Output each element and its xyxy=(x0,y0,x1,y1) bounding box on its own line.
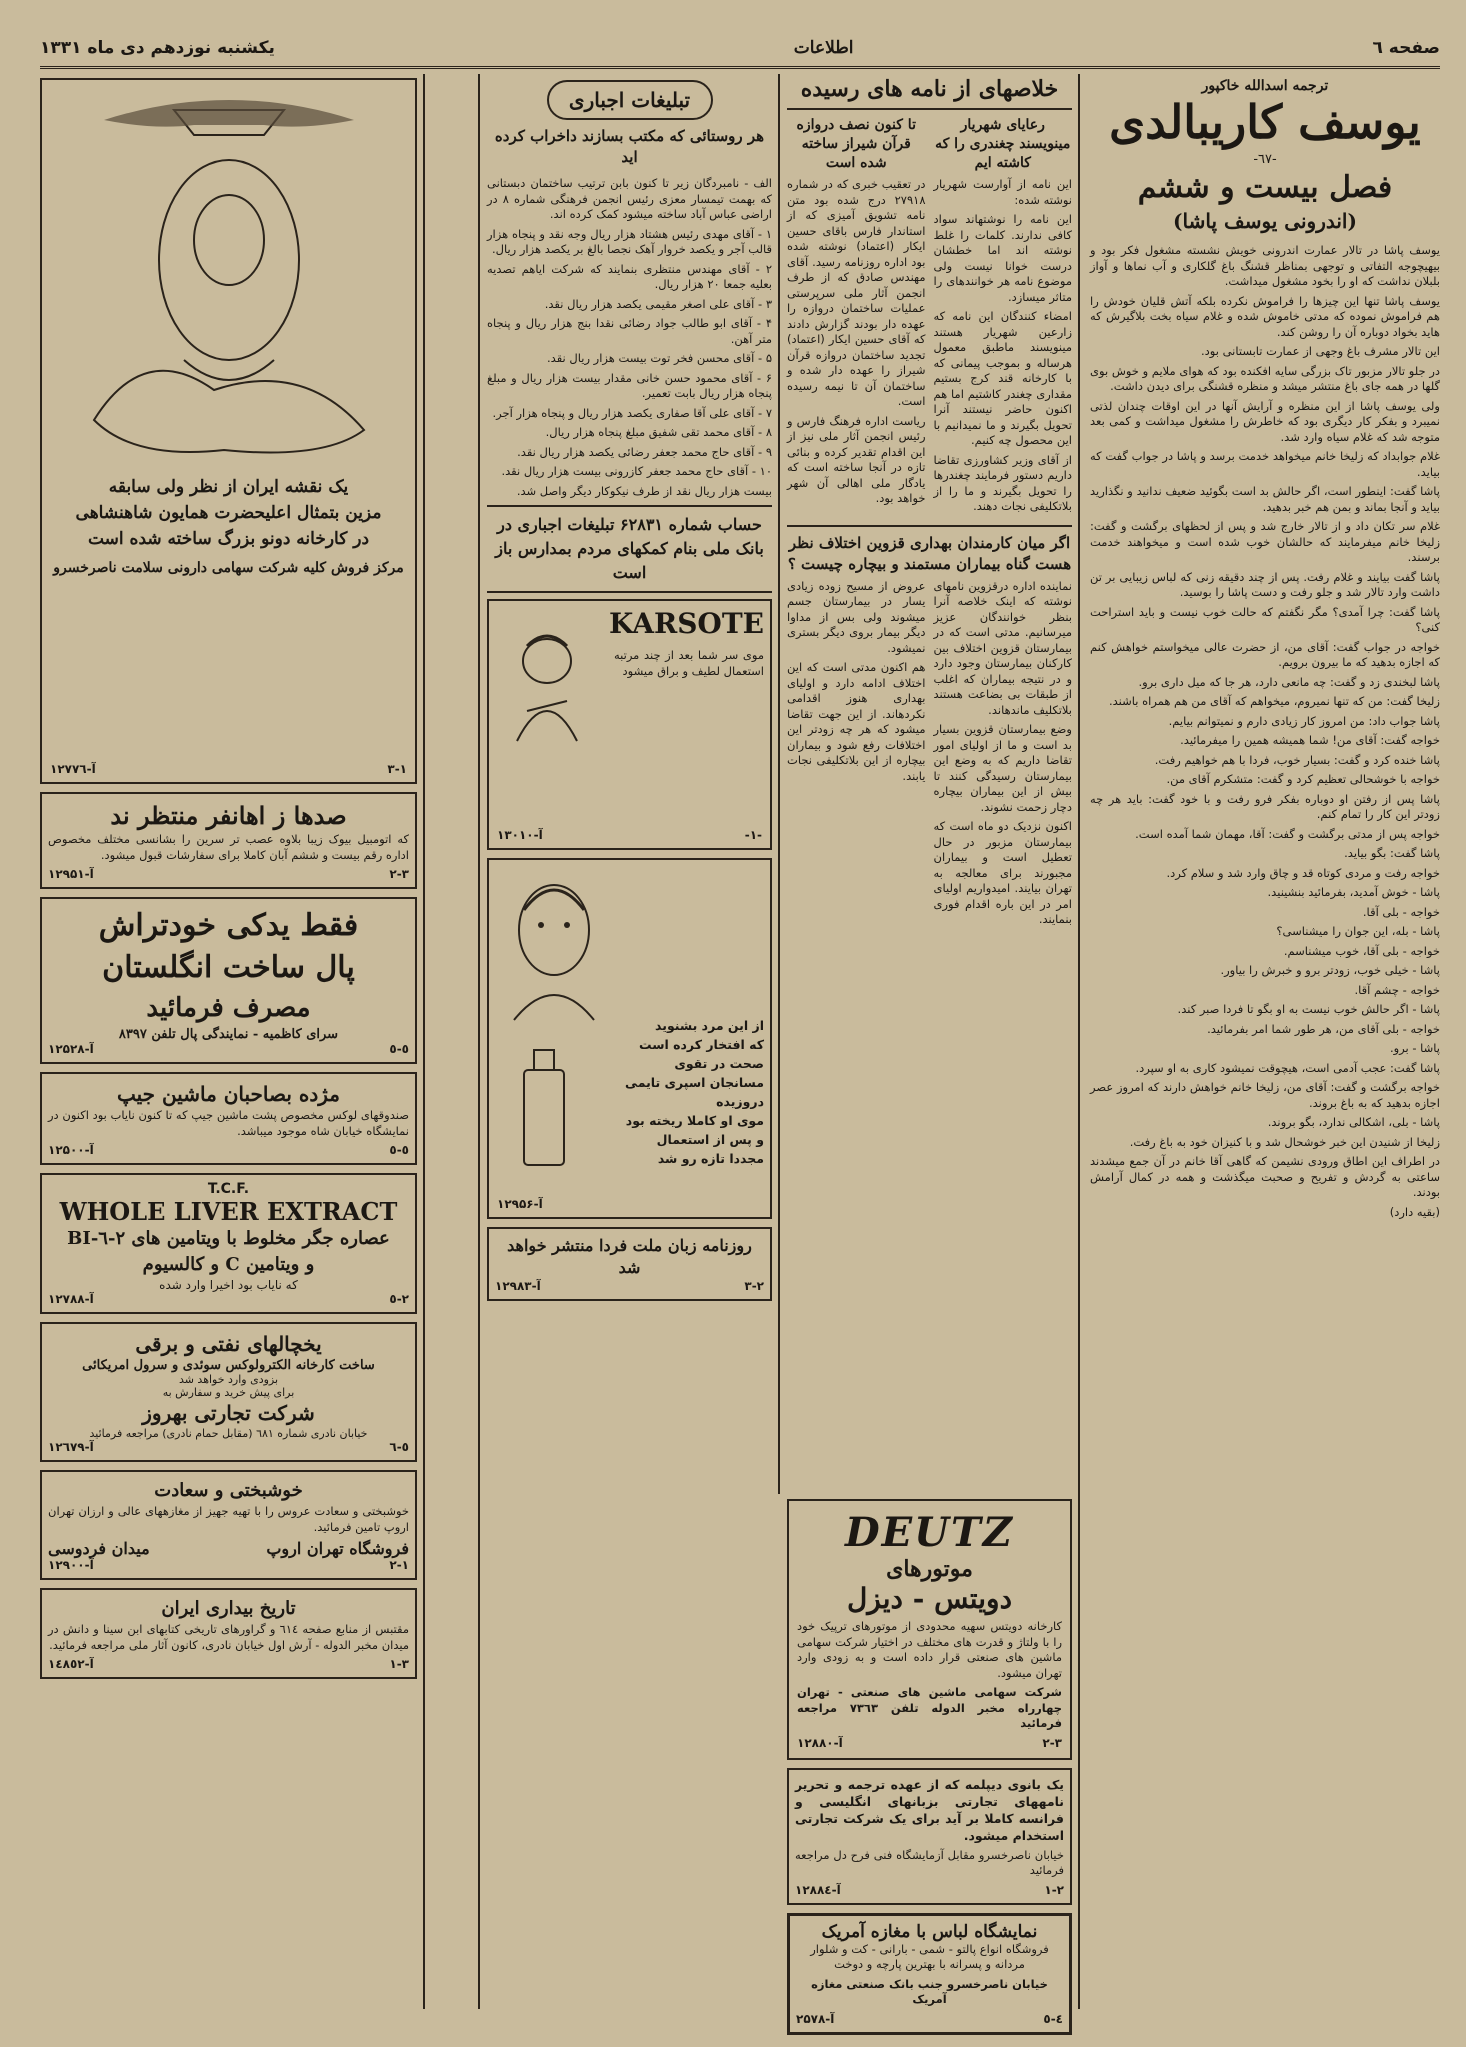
fridge-line3: برای پیش خرید و سفارش به xyxy=(162,1386,295,1399)
novel-paragraph: پاشا گفت: بگو بیاید. xyxy=(1344,846,1440,860)
history-ad xyxy=(40,1588,417,1679)
fridge-code: آ-۱۲٦۷۹ xyxy=(48,1440,94,1454)
ad-code: آ-۱۲٦۷۹ ٥-٦ xyxy=(48,1440,409,1454)
deutz-line2: دویتس - دیزل xyxy=(846,1582,1013,1615)
letters-title: خلاصهای از نامه های رسیده xyxy=(787,74,1072,110)
hair-tonic-line: از این مرد بشنوید xyxy=(655,1018,764,1033)
hair-tonic-line: مسانجان اسپری تایمی دروزیده xyxy=(625,1075,764,1109)
history-code: آ-۱٤٨٥٢ xyxy=(48,1657,94,1671)
divider xyxy=(487,505,772,507)
hair-tonic-line: مجددا تازه رو شد xyxy=(657,1151,764,1166)
wedding-store1: فروشگاه تهران اروپ xyxy=(266,1539,409,1558)
jeep-title: مژده بصاحبان ماشین جیپ xyxy=(116,1082,341,1106)
novel-paragraph: خواجه رفت و مردی کوتاه قد و چاق وارد شد و سلام کرد. xyxy=(1166,865,1440,880)
wedding-code: آ-۱۲۹۰۰ xyxy=(48,1558,94,1572)
novel-paragraph: زلیخا از شنیدن این خبر خوشحال شد و با کنیزان خود به باغ رفت. xyxy=(1129,1134,1440,1149)
donor-item: ۴ - آقای ابو طالب جواد رضائی نقدا بنج هزار ریال و پنجاه متر آهن. xyxy=(487,316,772,346)
fridge-line2: بزودی وارد خواهد شد xyxy=(178,1373,279,1386)
novel-paragraph: خواجه پس از مدتی برگشت و گفت: آقا، مهمان شما آمده است. xyxy=(1135,826,1440,841)
bottle-icon xyxy=(519,1050,569,1170)
donor-item: ۱ - آقای مهدی رئیس هشتاد هزار ریال وجه نقد و پنجاه هزار قالب آجر و یکصد خروار آهک نجصا بالغ بر یکصد هزار ریال. xyxy=(487,226,772,256)
map-ad-line: در کارخانه دونو بزرگ ساخته شده است xyxy=(87,529,370,549)
ad-code: آ-۱۲۷۷٦ ١-٣ xyxy=(50,762,407,776)
ad-code: آ-۱۲۹۵۱ ٣-٢ xyxy=(48,867,409,881)
hair-tonic-line: که افتخار کرده است xyxy=(638,1037,764,1052)
letters-right-body xyxy=(934,177,1073,515)
america-title: نمایشگاه لباس با مغازه آمریک xyxy=(821,1921,1038,1942)
jeep-text: صندوقهای لوکس مخصوص پشت ماشین جیپ که تا کنون نایاب بود اکنون در نمایشگاه خیابان شاه موجود میباشد. xyxy=(48,1108,409,1138)
ad-code: آ-۱۳۰۱۰ -١- xyxy=(497,828,762,842)
donor-item: ۹ - آقای حاج محمد جعفر رضائی یکصد هزار ریال نقد. xyxy=(517,444,772,459)
wedding-store2: میدان فردوسی xyxy=(48,1539,150,1558)
ad-code: آ-۱۲۵۲۸ ٥-٥ xyxy=(48,1042,409,1056)
hanover-title: صدها ز اهانفر منتظر ند xyxy=(110,801,347,830)
history-text: مقتبس از منابع صفحه ٦۱٤ و گراورهای تاریخی کتابهای ابن سینا و دانش در میدان مخبر الدوله - آرش اول خیابان نادری، کانون آثار ملی مراجعه فرمائید. xyxy=(48,1622,409,1652)
fridge-ad xyxy=(40,1322,417,1462)
mandatory-ads-title: تبلیغات اجباری xyxy=(568,88,691,112)
translation-code: آ-۱۲۸٨٤ xyxy=(795,1882,841,1897)
iran-map-ad xyxy=(40,78,417,784)
newspaper-page xyxy=(40,30,1440,2026)
liver-code: آ-۱۲۷۸۸ xyxy=(48,1292,94,1306)
novel-paragraph: پاشا گفت: چرا آمدی؟ مگر نگفتم که حالت خوب نیست و باید استراحت کنی؟ xyxy=(1090,604,1440,634)
novel-paragraph: خواجه - بلی آقا. xyxy=(1362,904,1440,919)
donor-item: ۵ - آقای محسن فخر توت بیست هزار ریال نقد. xyxy=(547,351,772,365)
letter-paragraph: اکنون نزدیک دو ماه است که بیمارستان مزبور در حال تعطیل است و بیماران مجبورند برای معالجه به تهران بیایند. امیدواریم اولیای امر در این باره اقدام فوری بنمایند. xyxy=(933,819,1072,926)
letter-paragraph: امضاء کنندگان این نامه که زارعین شهریار هستند مینویسند ماطبق معمول هرساله و بموجب پیمانی که با کارخانه قند کرج بستیم مقداری چغندر کاشتیم اما هم اکنون حاضر نیستند آنرا تحویل بگیرند و ما نمیدانیم با این محصول چه کنیم. xyxy=(933,309,1072,447)
gillette-line2: پال ساخت انگلستان xyxy=(102,950,355,985)
hair-tonic-line: صحت در تقوی xyxy=(674,1056,764,1071)
ad-code: آ-۱۲۷۸۸ ٢-٥ xyxy=(48,1292,409,1306)
lower-middle-ads xyxy=(787,1495,1072,2026)
novel-paragraph: پاشا - برو. xyxy=(1389,1041,1440,1055)
novel-paragraph: پاشا - بله، این جوان را میشناسی؟ xyxy=(1276,924,1440,938)
novel-paragraph: در جلو تالار مزبور تاک بزرگی سایه افکنده بود که هوای ملایم و خوش بوی گلها در همه جای باغ منتشر میشد و منظره قشنگی برای دیدن داشت. xyxy=(1090,363,1440,393)
novel-paragraph: پاشا - بلی، اشکالی ندارد، بگو بروند. xyxy=(1267,1115,1440,1129)
novel-paragraph: پاشا خنده کرد و گفت: بسیار خوب، فردا با هم خواهیم رفت. xyxy=(1154,752,1440,767)
hair-tonic-line: موی او کاملا ریخته بود xyxy=(625,1113,764,1128)
donor-item: ۶ - آقای محمود حسن خانی مقدار بیست هزار ریال و مبلغ پنجاه هزار ریال بابت تعمیر. xyxy=(487,370,772,400)
newspaper-ad xyxy=(487,1227,772,1301)
ads-column xyxy=(40,74,417,2009)
letter-title-shahriar: رعایای شهریار مینویسند چغندری را که کاشته ایم xyxy=(935,117,1071,171)
letter-paragraph: نماینده اداره درقزوین نامهای نوشته که اینک خلاصه آنرا بنظر خوانندگان عزیز میرسانیم. مدتی است که در بیمارستان قزوین اختلاف بین کارکنان بیمارستان وجود دارد و در نتیجه بیماران که اغلب از طبقات بی بضاعت هستند بلاتکلیف ماندهاند. xyxy=(933,578,1072,717)
novel-paragraph: پاشا گفت: عجب آدمی است، هیچوقت نمیشود کاری به او سپرد. xyxy=(1135,1060,1440,1075)
mandatory-ads-column xyxy=(487,74,772,2009)
novel-paragraph: یوسف پاشا در تالار عمارت اندرونی خویش نشسته مشغول فکر بود و بیهیچوجه التفاتی و توجهی بمناظر قشنگ باغ گلکاری و آب نماها و آواز بلبلان نداشت که او را بخود مشغول میداشت. xyxy=(1090,243,1440,288)
page-number: صفحه ٦ xyxy=(1372,38,1440,58)
gillette-dealer: سرای کاظمیه - نمایندگی پال تلفن ۸۳۹۷ xyxy=(118,1027,339,1042)
letter-paragraph: در تعقیب خبری که در شماره ۲۷۹۱۸ درج شده بود متن نامه تشویق آمیزی که از استاندار فارس باقای حسین ایکار (اعتماد) نوشته شده بود اداره روزنامه رسید. آقای مهندس صادق که از طرف انجمن آثار ملی سرپرستی عملیات ساختمان دروازه را عهده دار بودند گزارش دادند که آقای حسین ایکار (اعتماد) تجدید ساختمان دروازه قرآن شیراز را عهده دار شده و ساختمان آن تا نیمه رسیده است. xyxy=(787,177,926,408)
karsote-code: آ-۱۳۰۱۰ xyxy=(497,828,543,842)
letters-right-block xyxy=(934,116,1073,519)
qazvin-body-right xyxy=(934,579,1073,932)
letter-paragraph: از آقای وزیر کشاورزی تقاضا داریم دستور فرمایند چغندرها را تحویل بگیرند و ما را از بلاتکلیفی نجات دهند. xyxy=(933,452,1072,513)
novel-paragraph: غلام جوابداد که زلیخا خانم میخواهد خدمت برسد و پاشا در جواب گفت که بیاید. xyxy=(1090,449,1440,479)
novel-paragraph: پاشا جواب داد: من امروز کار زیادی دارم و نمیتوانم بیایم. xyxy=(1168,713,1440,728)
donor-item: ۸ - آقای محمد تقی شفیق مبلغ پنجاه هزار ریال. xyxy=(545,425,772,439)
wedding-ad xyxy=(40,1470,417,1580)
mandatory-ads-badge xyxy=(547,80,713,120)
donor-item: ۷ - آقای علی آقا صفاری یکصد هزار ریال و پنجاه هزار آجر. xyxy=(492,405,772,420)
novel-title: یوسف کاریبالدی xyxy=(1109,95,1421,149)
america-ad xyxy=(787,1913,1072,2035)
letters-left-block xyxy=(787,116,926,519)
hanover-ad xyxy=(40,792,417,889)
qazvin-body-left xyxy=(787,579,926,932)
gillette-line3: مصرف فرمائید xyxy=(146,993,311,1023)
novel-paragraph: ولی یوسف پاشا از این منظره و آرایش آنها در این اوقات چندان لذتی نمیبرد و بفکر کار دیگری بود که خاطرش را مشغول میداشت و کمی بعد متوجه شد که غلام سیاه وارد شد. xyxy=(1090,398,1440,444)
karsote-ad xyxy=(487,599,772,850)
comb-figure-icon xyxy=(497,631,597,741)
novel-paragraph: خواجه - چشم آقا. xyxy=(1354,982,1440,997)
chapter-title: فصل بیست و ششم xyxy=(1137,170,1393,205)
fridge-line1: ساخت کارخانه الکترولوکس سوئدی و سرول امریکائی xyxy=(82,1358,375,1373)
novel-paragraph: پاشا لبخندی زد و گفت: چه مانعی دارد، هر جا که میل داری برو. xyxy=(1138,674,1440,689)
letter-paragraph: ریاست اداره فرهنگ فارس و رئیس انجمن آثار ملی نیز از این اقدام تقدیر کرده و بنائی تازه در آنجا ساخته است که یادگار ملی اهالی آن شهر خواهد بود. xyxy=(787,413,926,505)
mandatory-account: حساب شماره ۶۲۸۳۱ تبلیغات اجباری در بانک ملی بنام کمکهای مردم بمدارس باز است xyxy=(495,515,764,582)
column-rule xyxy=(478,74,480,2009)
novel-paragraph: پاشا - اگر حالش خوب نیست به او بگو تا فردا صبر کند. xyxy=(1177,1002,1440,1016)
deutz-line1: موتورهای xyxy=(886,1556,973,1582)
karsote-brand: KARSOTE xyxy=(609,607,764,640)
translation-ad xyxy=(787,1768,1072,1905)
novel-paragraph: خواجه در جواب گفت: آقای من، از حضرت عالی میخواستم خواهش کنم که اجازه بدهید که ما بیرون برویم. xyxy=(1090,639,1440,669)
donor-item: ۱۰ - آقای حاج محمد جعفر کازرونی بیست هزار ریال نقد. xyxy=(501,464,772,478)
novel-paragraph: یوسف پاشا تنها این چیزها را فراموش نکرده بلکه آتش قلیان خودش را هم فراموش نموده که مدتی خاموش شده و غلام سیاه بخت بلاگیرش که هاید بخواد دوباره آن را روشن کند. xyxy=(1090,293,1440,339)
liver-extract-ad xyxy=(40,1173,417,1314)
novel-paragraph: پاشا گفت: اینطور است، اگر حالش بد است بگوئید ضعیف ندانید و نگذارید بیاید و آنجا بماند و بمن هم خبر بدهید. xyxy=(1090,484,1440,514)
donor-item: ۲ - آقای مهندس منتظری بنمایند که شرکت ایاهم تصدیه بعلیه جمعا ۲۰ هزار ریال. xyxy=(487,261,772,291)
novel-paragraph: (بقیه دارد) xyxy=(1389,1204,1440,1219)
novel-paragraph: خواجه با خوشحالی تعظیم کرد و گفت: متشکرم آقای من. xyxy=(1166,772,1440,786)
hanover-text: که اتومبیل بیوک زیبا بلاوه عصب تر سرین را بشانسی مختلف مخصوص اداره رقم بیست و ششم آبان کاملا برای سفارشات قبول میشود. xyxy=(48,832,409,862)
letter-title-shiraz: تا کنون نصف دروازه قرآن شیراز ساخته شده است xyxy=(796,117,916,171)
hair-tonic-line: و پس از استعمال xyxy=(656,1132,764,1147)
ad-code: آ-۱۲۵۰۰ ٥-٥ xyxy=(48,1143,409,1157)
gillette-code: آ-۱۲۵۲۸ xyxy=(48,1042,94,1056)
novel-paragraph: در اطراف این اطاق ورودی نشیمن که گاهی آقا خانم در آن جمع میشدند ساعتی به گردش و تفریح و صحبت میگذشت و همه در کمال آرامش بودند. xyxy=(1090,1154,1440,1199)
fridge-address: خیابان نادری شماره ٦٨۱ (مقابل حمام نادری) مراجعه فرمائید xyxy=(89,1427,368,1440)
deutz-ad xyxy=(787,1499,1072,1760)
wedding-title: خوشبختی و سعادت xyxy=(154,1480,303,1501)
novel-paragraph: خواجه - بلی آقا، خوب میشناسم. xyxy=(1283,943,1440,958)
fridge-title: یخچالهای نفتی و برقی xyxy=(135,1332,322,1356)
hair-tonic-ad xyxy=(487,858,772,1219)
ad-code xyxy=(497,1197,762,1211)
translation-address: خیابان ناصرخسرو مقابل آزمایشگاه فنی فرح دل مراجعه فرمائید xyxy=(795,1847,1064,1877)
liver-brand: WHOLE LIVER EXTRACT xyxy=(59,1197,398,1226)
letter-paragraph: این نامه را نوشتهاند سواد کافی ندارند. کلمات را غلط نوشته اند اما خطشان درست خوانا نیست ولی موضوع نامه هر خوانندهای را متاثر میسازد. xyxy=(933,212,1072,304)
novel-paragraph: پاشا - خوش آمدید، بفرمائید بنشینید. xyxy=(1267,885,1440,899)
ad-code: آ-۱٤٨٥٢ ٣-١ xyxy=(48,1657,409,1671)
donor-item: الف - نامبردگان زیر تا کنون بابن ترتیب ساختمان دبستانی که بهمت تیمسار معزی رئیس انجمن فرهنگی شماره ۸ در اراضی عباس آباد ساخته میشود کمک کرده اند. xyxy=(487,176,772,221)
novel-paragraph: زلیخا گفت: من که تنها نمیروم، میخواهم که آقای من هم همراه باشند. xyxy=(1108,694,1440,708)
karsote-slogan: موی سر شما بعد از چند مرتبه استعمال لطیف و براق میشود xyxy=(614,648,764,678)
novel-paragraph: این تالار مشرف باغ وجهی از عمارت تابستانی بود. xyxy=(1201,344,1440,358)
liver-brand-top: T.C.F. xyxy=(207,1181,250,1197)
newspaper-name: اطلاعات xyxy=(793,38,854,58)
novel-paragraph: پاشا پس از رفتن او دوباره بفکر فرو رفت و با خود گفت: باید هر چه زودتر این کار را تمام کنم. xyxy=(1090,791,1440,821)
hanover-code: آ-۱۲۹۵۱ xyxy=(48,867,94,881)
novel-body xyxy=(1090,243,1440,1220)
fridge-company: شرکت تجارتی بهروز xyxy=(142,1401,315,1425)
letter-paragraph: عروض از مسیح زوده زیادی یسار در بیمارستان جسم میشوند ولی بس از مداوا دیگر بیمار بروی دیگر بستری نمیشود. xyxy=(787,578,926,655)
letter-title-qazvin: اگر میان کارمندان بهداری قزوین اختلاف نظر هست گناه بیماران مستمند و بیچاره چیست ؟ xyxy=(787,533,1072,573)
wedding-text: خوشبختی و سعادت عروس را با تهیه جهیز از مغازههای عالی و ارزان تهران اروپ تامین فرمائید. xyxy=(48,1504,409,1534)
letter-paragraph: هم اکنون مدتی است که این اختلاف ادامه دارد و اولیای بهداری هنوز اقدامی نکردهاند. از این جهت تقاضا میشود که هر چه زودتر این اختلافات رفع شود و بیماران بیچاره از این بلاتکلیفی نجات یابند. xyxy=(787,660,926,783)
jeep-ad xyxy=(40,1072,417,1165)
newspaper-code: آ-۱۲۹۸۳ xyxy=(495,1279,541,1293)
column-rule xyxy=(1078,74,1080,2009)
letter-paragraph: این نامه از آوارست شهریار نوشته شده: xyxy=(933,177,1072,207)
divider xyxy=(787,525,1072,527)
map-ad-code: آ-۱۲۷۷٦ xyxy=(50,762,96,776)
jeep-code: آ-۱۲۵۰۰ xyxy=(48,1143,94,1157)
column-rule xyxy=(423,74,425,2009)
letter-paragraph: وضع بیمارستان قزوین بسیار بد است و ما از اولیای امور تقاضا داریم که به وضع این بیمارستان رسیدگی کنند تا بیش از این بیماران بیچاره دچار زحمت نشوند. xyxy=(933,722,1072,814)
column-rule xyxy=(778,74,780,1494)
translation-text: یک بانوی دیپلمه که از عهده ترجمه و تحریر نامههای تجارتی بزبانهای انگلیسی و فرانسه کاملا بر آید برای یک شرکت تجارتی استخدام میشود. xyxy=(795,1776,1064,1843)
novel-paragraph: پاشا - خیلی خوب، زودتر برو و خبرش را بیاور. xyxy=(1220,963,1440,977)
novel-paragraph: خواجه - بلی آقای من، هر طور شما امر بفرمائید. xyxy=(1207,1021,1440,1036)
novel-paragraph: غلام سر تکان داد و از تالار خارج شد و پس از لحظهای برگشت و گفت: زلیخا خانم میفرمایند که حالشان خوب شده است و میخواهند خدمت برسند. xyxy=(1090,519,1440,564)
hair-tonic-code: آ-۱۲۹۵۶ xyxy=(497,1197,543,1211)
page-header xyxy=(40,30,1440,69)
chapter-subtitle: (اندرونی یوسف پاشا) xyxy=(1173,209,1357,233)
ad-code: آ-۱۲۸٨٤ ٢-١ xyxy=(795,1882,1064,1897)
america-code: آ-۲۵٧٨ xyxy=(796,2011,835,2026)
liver-line2: و ویتامین C و کالسیوم xyxy=(142,1254,315,1275)
map-ad-text xyxy=(48,474,409,552)
deutz-code: آ-۱۲۸۸۰ xyxy=(797,1735,843,1750)
america-text: فروشگاه انواع پالتو - شمی - بارانی - کت و شلوار مردانه و پسرانه با بهترین پارچه و دوخت xyxy=(810,1941,1049,1971)
novel-paragraph: خواجه برگشت و گفت: آقای من، زلیخا خانم خواهش دارند که امروز عصر اجازه بدهید که به باغ بروند. xyxy=(1090,1080,1440,1110)
america-address: خیابان ناصرخسرو جنب بانک صنعتی مغازه آمریک xyxy=(811,1976,1048,2006)
gillette-ad xyxy=(40,897,417,1064)
liver-line1: عصاره جگر مخلوط با ویتامین های ۲-٦-BI xyxy=(67,1228,390,1249)
mandatory-ads-body xyxy=(487,176,772,480)
gillette-line1: فقط یدکی خودتراش xyxy=(98,908,359,943)
map-and-emblem xyxy=(64,90,394,470)
letters-column xyxy=(787,74,1072,1494)
divider xyxy=(487,591,772,593)
mandatory-ads-subtitle: هر روستائی که مکتب بسازند داخراب کرده اید xyxy=(494,127,765,166)
ad-code: آ-۱۲۸۸۰ ٣-٢ xyxy=(797,1735,1062,1750)
ad-code: آ-۱۲۹۰۰ ١-٢ xyxy=(48,1558,409,1572)
map-ad-line: یک نقشه ایران از نظر ولی سابقه xyxy=(108,477,349,497)
deutz-company: شرکت سهامی ماشین های صنعتی - تهران چهارراه مخبر الدوله تلفن ۷۳٦۳ مراجعه فرمائید xyxy=(797,1685,1063,1730)
donor-item: ۳ - آقای علی اصغر مقیمی یکصد هزار ریال نقد. xyxy=(544,296,772,311)
map-ad-footer: مرکز فروش کلیه شرکت سهامی دارونی سلامت ناصرخسرو xyxy=(53,560,404,576)
deutz-brand: DEUTZ xyxy=(844,1509,1015,1556)
hair-tonic-text xyxy=(624,866,764,1168)
deutz-text: کارخانه دویتس سهیه محدودی از موتورهای ترپیک خود را با ولتاژ و قدرت های مختلف در اختیار شرکت سهامی ماشین های صنعتی قرار داده است و به زودی وارد تهران میشود. xyxy=(797,1619,1062,1680)
history-title: تاریخ بیداری ایران xyxy=(161,1598,296,1619)
novel-number: -٦٧- xyxy=(1253,152,1277,167)
man-portrait-icon xyxy=(499,870,609,1020)
novel-paragraph: خواجه گفت: آقای من! شما همیشه همین را میفرمائید. xyxy=(1180,733,1440,747)
novel-column xyxy=(1090,74,1440,2009)
mandatory-footer: بیست هزار ریال نقد از طرف نیکوکار دیگر واصل شد. xyxy=(516,483,772,498)
novel-translator: ترجمه اسدالله خاکپور xyxy=(1201,78,1329,94)
newspaper-ad-title: روزنامه زبان ملت فردا منتشر خواهد شد xyxy=(507,1236,752,1277)
ad-code: آ-۱۲۹۸۳ ٢-٣ xyxy=(495,1279,764,1293)
letters-left-body xyxy=(787,177,926,507)
map-ad-line: مزین بتمثال اعلیحضرت همایون شاهنشاهی xyxy=(75,503,382,523)
issue-date: یکشنبه نوزدهم دی ماه ۱۳۳۱ xyxy=(40,38,275,58)
ad-code: آ-۲۵٧٨ ٤-٥ xyxy=(796,2011,1063,2026)
liver-line3: که نایاب بود اخیرا وارد شده xyxy=(159,1278,298,1292)
novel-paragraph: پاشا گفت بیایند و غلام رفت. پس از چند دقیقه زنی که لباس زیبایی بر تن داشت وارد تالار شد و جلو رفت و دست پاشا را بوسید. xyxy=(1090,569,1440,599)
